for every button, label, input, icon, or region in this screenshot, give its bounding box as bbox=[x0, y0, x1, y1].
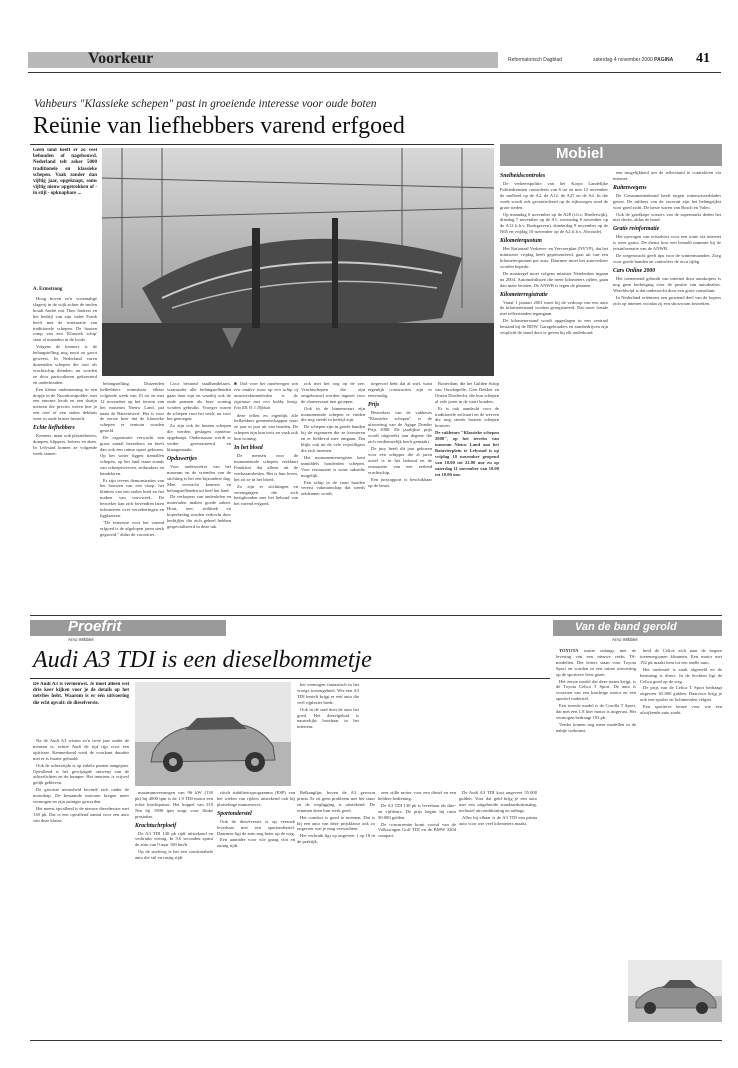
main-col-3: Coca bestond staalhandelaars, waaronder alle belangstellenden gaan daar zijn en waarbij ook de oude pramen als luxe woning worden gebruikt. Vroeger waren de schepen voor het werk; nu voor het genoegen. Zo zijn ook de houten schepen die werden geslagen opnieuw opgeknapt. Ondertussen wordt er verder gerestaureerd en klaargemaakt. Opduwertjes Voor onderzoeker van het museum en de vrienden van de stichting is het een bijzondere dag. Men verwacht kenners en belangstellenden uit heel het land. De verkopers van onderdelen en materialen maken goede zaken. Hout, teer, zeildoek en koperbeslag worden verkocht door bedrijfjes die zich geheel hebben gespecialiseerd in deze tak. bbox=[167, 381, 231, 529]
main-lead: Geen land heeft er zo veel behouden of nagebouwd. Nederland telt zeker 5000 traditionele en klassieke schepen. Vaak zonder dan vijftig jaar, opgeknapt, soms vijftig nieuw opgetrokken of - in stijl - opknapbare ... bbox=[33, 148, 97, 197]
proefrit-col-6: zeer stille motor voor een diesel en een heldere bediening. De A3 TDI 130 pk is leverbaar als drie- en vijfdeurs. De prijs begint bij ruim 50.000 gulden. De concurrentie komt vooral van de Volkswagen Golf TDI en de BMW 320d compact. bbox=[378, 790, 456, 839]
proefrit-col-5: Belkanglijn, boven de A3 gewoon prima. Er zit geen probleem met het stuur en de wegligging is uitstekend. De remmen doen hun werk goed. Het comfort is goed te noemen. Dat is bij een auto van deze prijsklasse ook zo ongeveer wat je mag verwachten. Het verbruik ligt op ongeveer 1 op 18 in de praktijk. bbox=[297, 790, 375, 845]
audi-photo bbox=[135, 682, 291, 786]
band-logo: Van de band gerold bbox=[575, 621, 677, 633]
subhead-prijs: Prijs bbox=[368, 401, 380, 408]
band-col-1: TOYOTA startte onlangs met de levering van een nieuwe reeks TS-modellen. Die letters staan voor Toyota Sport en worden in een ruime uitvoering op de sportieve leest gezet. Het eerste model dat deze naam krijgt, is de Toyota Celica T Sport. De auto is voorzien van een krachtige motor en een sportief onderstel. Een tweede model is de Corolla T Sport, dat met een 1.8 liter motor is uitgerust. Het vermogen bedraagt 192 pk. Verder komen nog meer modellen in de nabije toekomst. bbox=[556, 648, 636, 733]
mobiel-banner bbox=[500, 144, 722, 166]
headline-rule bbox=[30, 144, 494, 145]
main-col-5: ook met het oog op de zee. Vrachtschepen die zijn omgebouwd worden ingezet voor de chartervaart met groepen. Ook in de binnenvaart zijn monumentale schepen te vinden die nog steeds in bedrijf zijn. De schepen zijn in goede handen bij de eigenaren die ze koesteren en er liefdevol mee omgaan. Dat blijkt ook uit de vele vrijwilligers die zich inzetten. Het monumentenregister kent inmiddels honderden schepen. Voor restauratie is soms subsidie mogelijk. Een schip in de vaart houden vereist vakmanschap dat steeds zeldzamer wordt. bbox=[301, 381, 365, 497]
proefrit-col-7: De Audi A3 TDI kost ongeveer 55.000 gulden. Voor dat geld krijg je een auto met een uitgebreide standaarduitrusting, inclusief airconditioning en airbags. Alles bij elkaar is de A3 TDI een prima auto voor wie veel kilometers maakt. bbox=[459, 790, 537, 826]
paper-name: Reformatorisch Dagblad bbox=[508, 57, 562, 63]
subhead-krachtuchrploeif: Krachtuchrploeif bbox=[135, 822, 177, 829]
subhead-cars-online: Cars Online 2000 bbox=[613, 267, 656, 274]
info-box: De vakbeurs "Klassieke schepen 2000", op het terrein van museum Nieuw Land aan het Batavierplein te Lelystad is op vrijdag 10 november geopend van 10.00 tot 22.00 uur en op zaterdag 11 november van 10.00 tot 18.00 uur. bbox=[435, 430, 499, 477]
toyota-photo-image bbox=[628, 960, 722, 1022]
subhead-snelheidscontroles: Snelheidscontroles bbox=[500, 173, 546, 179]
proefrit-col-2: maximumvermogen van 96 kW (130 pk) bij 4000 tpm is de 1.9 TDI-motor een echte krachtpatser. Het koppel van 310 Nm bij 1900 tpm zorgt voor flinke prestaties. Krachtuchrploeif De A3 TDI 130 pk rijdt uitstekend en verbruikt weinig. In 9,6 seconden sprint de auto van 0 naar 100 km/h. Op de snelweg is het een comfortabele auto die stil en rustig rijdt. bbox=[135, 790, 213, 861]
subhead-ruitenwegens: Ruitenwegens bbox=[613, 184, 647, 191]
mobiel-col-2: een mogelijkheid om de tellerstand te controleren via internet. Ruitenwegens De Consumentenbond heeft negen ruitenwisserblades getest. De rubbers van de voorruit zijn het belangrijkst voor goed zicht. De beste waren van Bosch en Valeo. Ook de goedkope wissers van de supermarkt deden het niet slecht, aldus de bond. Gratis reinformatie Het opvragen van reisadvies voor een route via internet is weer gratis. De dienst kost een betaald nummer bij de reisinformatie van de ANWB. De wegenwacht geeft tips voor de wintermaanden. Zorg voor goede banden en controleer de accu tijdig. Cars Online 2000 Het toenemend gebruik van internet door autokopers is nog geen bedreiging voor de positie van autodealers. Wereldwijd is dat onderzocht door een grote consultant. In Nederland oriënteert een groeiend deel van de kopers zich op internet voordat zij een showroom bezoeken. bbox=[613, 170, 721, 306]
subhead-in-het-bloed: In het bloed bbox=[234, 445, 263, 452]
bottom-rule bbox=[30, 1040, 722, 1041]
mobiel-logo: Mobiel bbox=[556, 145, 604, 162]
main-col-2: belangstelling. Duizenden liefhebbers onmisbaar elkaar volgende week van 10 tot en met 12 november op het terrein van het museum Nieuw Land, pal naast de Bataviawerf. Het is voor de eerste keer dat de klassieke schepen er tentoon worden gesteld. De organisatie verwacht een groot aantal bezoekers en heeft dan ook een ruime opzet gekozen. Op het water liggen tientallen schepen, op het land staan stands van scheepswerven, zeilmakers en handelaren. Er zijn tevens demonstraties van het bouwen van een sloep, het klinken van een stalen huid en het maken van touwwerk. De bezoeker kan zich bovendien laten informeren over verzekeringen en ligplaatsen. "De interesse voor het varend erfgoed is de afgelopen jaren sterk gegroeid," aldus de voorzitter. bbox=[100, 381, 164, 537]
subhead-kilometerregistratie: Kilometerregistratie bbox=[500, 291, 548, 298]
main-headline: Reünie van liefhebbers varend erfgoed bbox=[33, 113, 405, 139]
proefrit-col-1: Na de Audi A3 wisten zo'n twee jaar onder de mensen is, achtte Audi de tijd rijp voor een opfrisser. Kenmerkend werd de voorkant duurder met er is fraaier gehaald. Ook de achterzijde is op enkele punten aangepast. Opvallend is het gewijzigde ontwerp van de achterlichten en de bumper. Het interieur is vrijwel gelijk gebleven. De grootste nieuwheid bevindt zich onder de motorkap. De bestaande motoren kregen meer vermogen en zijn zuiniger geworden. Het meest opvallend is de nieuwe dieselmotor met 130 pk. Dat is een opvallend aantal voor een auto van deze klasse. bbox=[33, 738, 129, 823]
main-col-7: Rotterdam, die het Gulden Schip van Ouwkapelle, Gan Dekker en Onzen Dordrecht, die hun schepen al vele jaren in de vaart houden. Er is ook aandacht voor de traditionele zeilvaart en de werven die nog steeds houten schepen bouwen. De vakbeurs "Klassieke schepen 2000", op het terrein van museum Nieuw Land aan het Batavierplein te Lelystad is op vrijdag 10 november geopend van 10.00 tot 22.00 uur en op zaterdag 11 november van 10.00 tot 18.00 uur. bbox=[435, 381, 499, 477]
subhead-sportonderstel: Sportonderstel bbox=[217, 810, 252, 817]
band-col-2: heid de Celica zich naar de hogere toerenregionen klimmen. Een motor met 192 pk maakt hem tot een snelle auto. Het onderstel is strak afgesteld en de besturing is direct. In de bochten ligt de Celica goed op de weg. De prijs van de Celica T Sport bedraagt ongeveer 65.000 gulden. Daarvoor krijg je ook een spoiler en lichtmetalen velgen. Een sportieve keuze voor wie een afwijkende auto zoekt. bbox=[640, 648, 722, 716]
main-col-4: ■ Ook voor het aanbrengen van een andere touw op een schip of mastwerkzaamheden is de eigenaar met een hobby bezig. Foto RD, H. J. Dijkhuis deze tellen en eigenlijk alle liefhebbers gemeenschappen waar ze jaar in jaar uit van houden. De schepen zijn hun trots en vaak ook hun woning. In het bloed De mensen voor de monumentale schepen verklaart Frankfort dat alleen uit de werkzaamheden. Het is hun leven, het zit ze in het bloed. Zo zijn er stichtingen en verenigingen die zich bezighouden met het behoud van het varend erfgoed. bbox=[234, 381, 298, 507]
header-rule bbox=[28, 72, 721, 73]
proefrit-logo: Proefrit bbox=[68, 618, 122, 635]
proefrit-headline: Audi A3 TDI is een dieselbommetje bbox=[33, 647, 372, 673]
audi-photo-image bbox=[135, 682, 291, 786]
subhead-opduwertjes: Opduwertjes bbox=[167, 455, 197, 462]
main-col-6: tiegevoel hebt dat al snel, want eigenlijk constructies zijn er eenvoudig. Prijs Bezoekers van de vakbeurs "Klassieke schepen" is de uitvoering van de Agape Donder Prijs 2000. De jaarlijkse prijs wordt uitgereikt aan degene die zich verdienstelijk heeft gemaakt. De jury heeft dit jaar gekozen voor een schipper die al jaren actief is in het behoud en de restauratie van een zeilend vrachtschip. Een juryrapport is beschikbaar op de beurs. bbox=[368, 381, 432, 488]
toyota-photo bbox=[628, 960, 722, 1022]
main-col-1: Hoog boven zo'n voormalige slagerij in de wijk achter de molen houdt André wat Theo Jonkers en het bedrijf van zijn vader Frank heeft met de restauratie van traditionele schepen. De houten romp van een 'Klassiek schip' staat al maanden in de loods. Volgens de kenners is de belangstelling nog nooit zo groot geweest. In Nederland varen duizenden schepen die ooit als vrachtschip dienden; nu worden ze door particulieren gekoesterd en onderhouden. Een kleine onderneming in een dorpje in de Noordoostpolder, met een enorme loods en een dozijn mensen die precies weten hoe je een roef of een stalen dekhuis weer in oude luister herstelt. Echte liefhebbers Kenners, maar ook plezierboters, dompen, klippers, botters en aken. In Lelystad komen ze volgende week samen. bbox=[33, 296, 97, 456]
section-title: Voorkeur bbox=[88, 50, 154, 67]
page-number: 41 bbox=[696, 51, 710, 66]
proefrit-col-4: het vermogen fantastisch in het vroege toerengebied. Wie een A3 TDI bestelt krijgt er een auto die veel rijplezier biedt. Ook in de stad doet de auto het goed. Het dieselgeluid is nauwelijks hoorbaar in het interieur. bbox=[297, 682, 359, 730]
main-byline: A. Ermstrong bbox=[33, 287, 63, 292]
main-kicker: Vahbeurs "Klassieke schepen" past in groeiende interesse voor oude boten bbox=[34, 98, 377, 110]
photo-credit: Foto RD, H. J. Dijkhuis bbox=[234, 405, 271, 410]
boat-photo-image bbox=[102, 148, 494, 376]
subhead-echte-liefhebbers: Echte liefhebbers bbox=[33, 425, 75, 432]
proefrit-headline-rule bbox=[30, 678, 550, 679]
subhead-kilometerquotum: Kilometerquotum bbox=[500, 238, 542, 245]
proefrit-author: Arno Wibblel bbox=[68, 637, 94, 642]
proefrit-banner bbox=[30, 620, 226, 636]
masthead bbox=[28, 48, 721, 74]
date-text: zaterdag 4 november 2000 bbox=[593, 57, 653, 63]
proefrit-lead: De Audi A3 is vernieuwd. Je moet alleen wel drie keer kijken voor je de details op het netvlies hebt. Waarom is er één uitvoering die echt opvalt: de dieselversie. bbox=[33, 682, 129, 706]
subhead-gratis-reinformatie: Gratis reinformatie bbox=[613, 226, 660, 233]
proefrit-col-3: ritsch stabiliteitsprogramma (ESP) van het wielen van rijders uitstekend ook bij plotselinge manoeuvres. Sportonderstel Ook de dieselversie is op verzoek leverbaar met een sportonderstel. Daarmee ligt de auto nog beter op de weg. Een aanrader voor wie graag vlot en zuinig rijdt. bbox=[217, 790, 295, 849]
boat-photo bbox=[102, 148, 494, 376]
page-label: PAGINA bbox=[654, 57, 674, 63]
section-divider bbox=[30, 615, 722, 616]
page-date bbox=[593, 57, 673, 63]
mobiel-col-1: Snelheidscontroles De verkeerspolitie van het Korps Landelijke Politiediensten controleert van 6 tot en met 12 november de snelheid op de A2, de A12, de A27 en de A4. In die week wordt ook gecontroleerd op de rijkswegen rond de grote steden. Op maandag 6 november op de A28 (t.h.v. Harderwijk), dinsdag 7 november op de A1, woensdag 8 november op de A12 (t.h.v. Bodegraven), donderdag 9 november op de N65 en vrijdag 10 november op de A2 (t.h.v. Abcoude). Kilometerquotum Het Nationaal Verkeers- en Vervoerplan (NVVP), dat het ministerie vrijdag heeft gepresenteerd, gaat uit van een kilometerquotum per auto. Daarmee moet het autoverkeer worden beperkt. De maatregel moet volgens minister Netelenbos ingaan na 2004. Automobilisten die meer kilometers rijden, gaan dan meer betalen. De ANWB is tegen de plannen. Kilometerregistratie Vanaf 1 januari 2001 moet bij de verkoop van een auto de kilometerstand worden geregistreerd. Dat moet fraude met tellerstanden tegengaan. De kilometerstand wordt opgeslagen in een centraal bestand bij de RDW. Garagehouders en autobedrijven zijn verplicht de stand door te geven bij elk onderhoud. bbox=[500, 173, 608, 336]
band-author: Arno Wibblel bbox=[612, 637, 638, 642]
photo-caption-text: Ook voor het aanbrengen van een andere touw op een schip of mastwerkzaamheden is de eigenaar met een hobby bezig. bbox=[234, 381, 298, 404]
photo-caption: ■ Ook voor het aanbrengen van een andere touw op een schip of mastwerkzaamheden is de eigenaar met een hobby bezig. Foto RD, H. J. Dijkhuis bbox=[234, 381, 298, 410]
